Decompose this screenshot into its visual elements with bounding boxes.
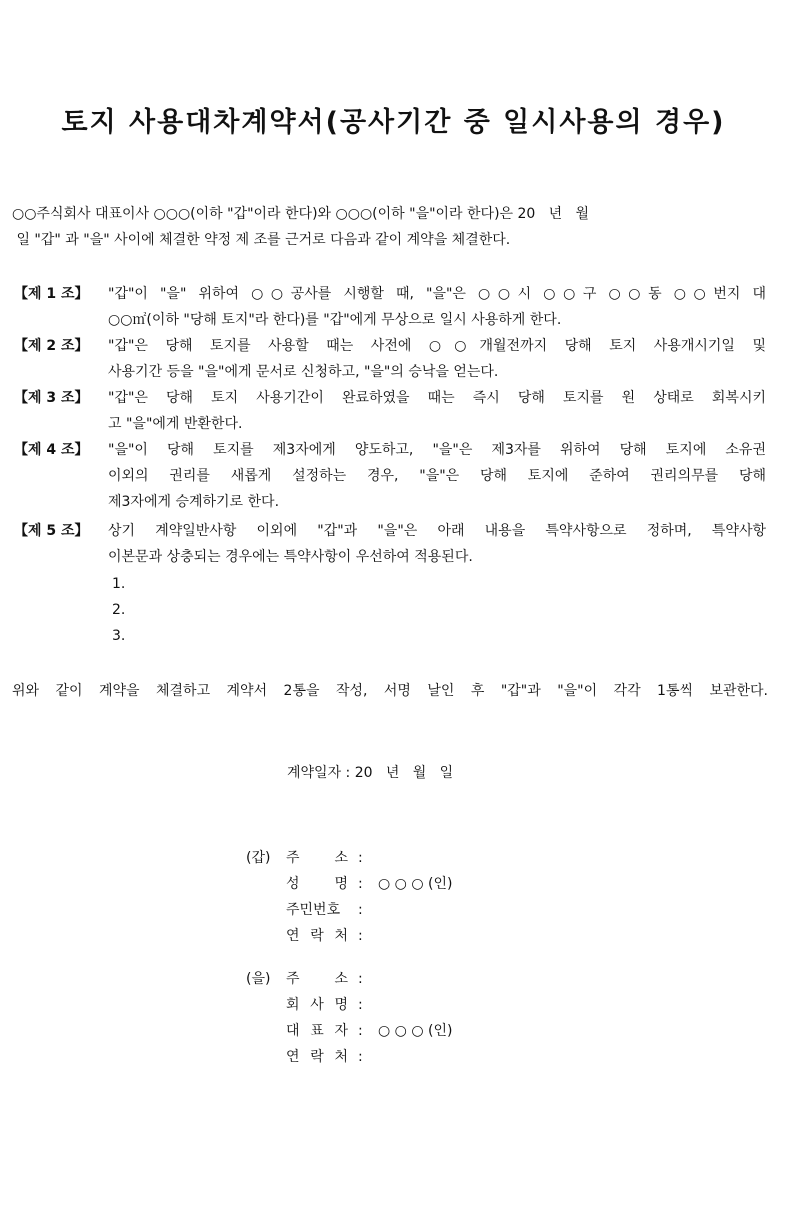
field-label: 회 사 명	[286, 997, 348, 1013]
field-label: 연 락 처	[286, 1049, 348, 1065]
article-line: 이본문과 상충되는 경우에는 특약사항이 우선하여 적용된다.	[108, 549, 473, 565]
article-line: 상기 계약일반사항 이외에 "갑"과 "을"은 아래 내용을 특약사항으로 정하며, 특약사항	[108, 523, 766, 539]
article-line: 이외의 권리를 새롭게 설정하는 경우, "을"은 당해 토지에 준하여 권리의무를 당해	[108, 468, 766, 484]
contract-date: 계약일자 : 20 년 월 일	[287, 765, 454, 781]
party-row	[246, 966, 363, 992]
article-heading: 【제 5 조】	[14, 523, 89, 539]
field-label: 대 표 자	[286, 1023, 348, 1039]
article-line: ○○㎡(이하 "당해 토지"라 한다)를 "갑"에게 무상으로 일시 사용하게 한다.	[108, 312, 562, 328]
colon: :	[358, 971, 363, 987]
party-row	[246, 897, 363, 923]
party-tag: (을)	[246, 971, 271, 987]
party-row	[246, 845, 363, 871]
field-value: ○ ○ ○ (인)	[378, 876, 453, 892]
party-row	[246, 871, 453, 897]
article-line: 제3자에게 승계하기로 한다.	[108, 494, 280, 510]
article-line: "갑"은 당해 토지를 사용할 때는 사전에 ○○개월전까지 당해 토지 사용개시기일 및	[108, 338, 766, 354]
article-4	[14, 437, 772, 515]
article-heading: 【제 4 조】	[14, 442, 89, 458]
article-line: 고 "을"에게 반환한다.	[108, 416, 243, 432]
party-row	[246, 992, 363, 1018]
colon: :	[358, 850, 363, 866]
field-value: ○ ○ ○ (인)	[378, 1023, 453, 1039]
article-heading: 【제 3 조】	[14, 390, 89, 406]
field-label: 성 명	[286, 876, 348, 892]
colon: :	[358, 876, 363, 892]
field-label: 주 소	[286, 850, 348, 866]
article-heading: 【제 1 조】	[14, 286, 89, 302]
article-line: 사용기간 등을 "을"에게 문서로 신청하고, "을"의 승낙을 얻는다.	[108, 364, 499, 380]
party-row	[246, 1044, 363, 1070]
party-tag: (갑)	[246, 850, 271, 866]
special-terms-list	[112, 571, 125, 649]
party-row	[246, 923, 363, 949]
party-row	[246, 1018, 453, 1044]
colon: :	[358, 928, 363, 944]
field-label: 주민번호	[286, 902, 341, 918]
field-label: 주 소	[286, 971, 348, 987]
article-1	[14, 281, 772, 333]
article-5	[14, 518, 772, 570]
article-line: "갑"이 "을" 위하여 ○○공사를 시행할 때, "을"은 ○○시 ○○구 ○○동 ○○번지 대	[108, 286, 766, 302]
article-line: "갑"은 당해 토지 사용기간이 완료하였을 때는 즉시 당해 토지를 원 상태로 회복시키	[108, 390, 766, 406]
list-item: 2.	[112, 602, 126, 618]
article-line: "을"이 당해 토지를 제3자에게 양도하고, "을"은 제3자를 위하여 당해 토지에 소유권	[108, 442, 766, 458]
colon: :	[358, 997, 363, 1013]
list-item: 1.	[112, 576, 126, 592]
document-title: 토지 사용대차계약서(공사기간 중 일시사용의 경우)	[61, 107, 726, 138]
closing-statement: 위와 같이 계약을 체결하고 계약서 2통을 작성, 서명 날인 후 "갑"과 "을"이 각각 1통씩 보관한다.	[12, 683, 768, 699]
colon: :	[358, 1023, 363, 1039]
intro-line-2: 일 "갑" 과 "을" 사이에 체결한 약정 제 조를 근거로 다음과 같이 계약을 체결한다.	[12, 232, 511, 248]
list-item: 3.	[112, 628, 126, 644]
field-label: 연 락 처	[286, 928, 348, 944]
colon: :	[358, 902, 363, 918]
party-b-block	[246, 966, 453, 1070]
article-2	[14, 333, 772, 385]
article-heading: 【제 2 조】	[14, 338, 89, 354]
party-a-block	[246, 845, 453, 949]
intro-line-1: ○○주식회사 대표이사 ○○○(이하 "갑"이라 한다)와 ○○○(이하 "을"이라 한다)은 20 년 월	[12, 206, 590, 222]
article-3	[14, 385, 772, 437]
colon: :	[358, 1049, 363, 1065]
